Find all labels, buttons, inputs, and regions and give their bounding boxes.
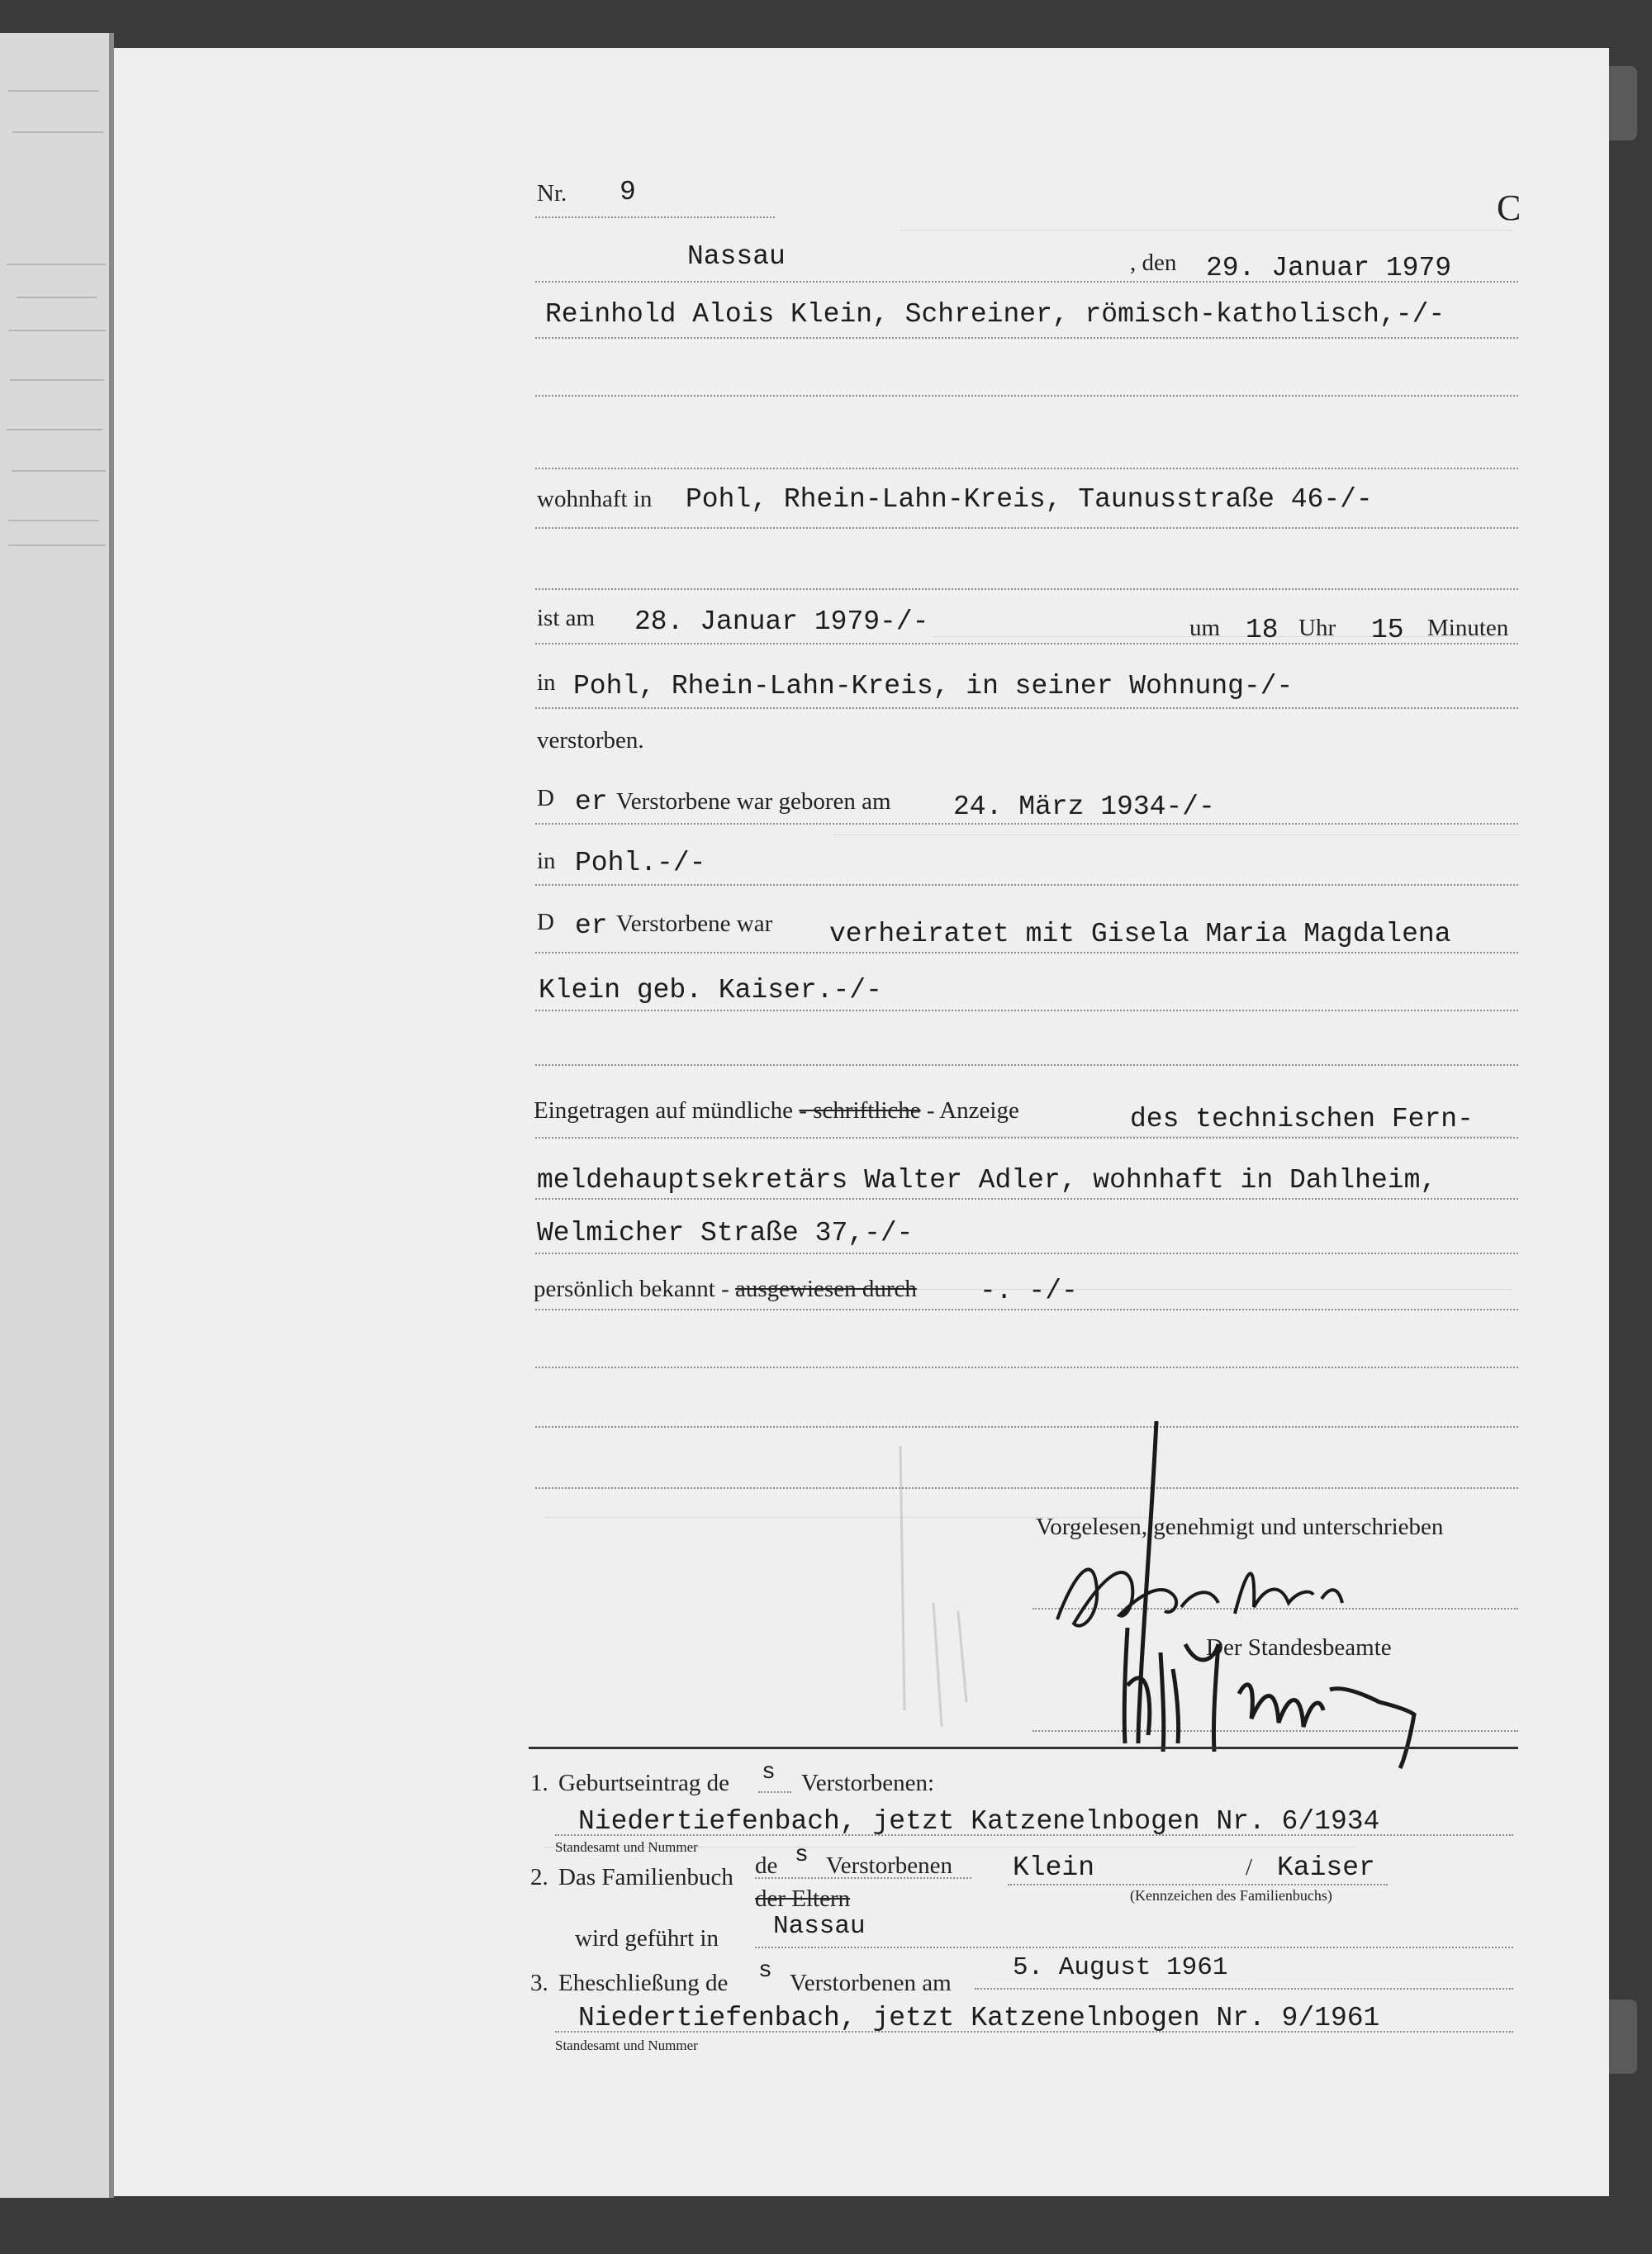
- note1-label-end: Verstorbenen:: [801, 1770, 935, 1796]
- known-typed: -. -/-: [980, 1276, 1078, 1306]
- informant-line: [535, 1198, 1518, 1200]
- nr-value: 9: [620, 177, 636, 207]
- note1-s-line: [758, 1791, 791, 1793]
- death-date-label: ist am: [537, 605, 596, 631]
- left-page-bleedthrough: [0, 33, 109, 2198]
- birth-typed-er: er: [575, 787, 608, 817]
- marital-typed-er: er: [575, 911, 608, 941]
- note2-family-line: [1008, 1884, 1388, 1885]
- note2-struck-parents: der Eltern: [755, 1885, 851, 1912]
- name-line: [535, 337, 1518, 339]
- note2-de-line: [755, 1877, 971, 1879]
- page-tab-bottom: [1609, 2000, 1637, 2074]
- marital-prefix: D: [537, 909, 554, 935]
- note2-de: de: [755, 1852, 778, 1879]
- um-label: um: [1189, 615, 1221, 641]
- informant-line-3: Welmicher Straße 37,-/-: [537, 1218, 914, 1248]
- blank-line: [535, 395, 1518, 397]
- note3-label-end: Verstorbenen am: [790, 1970, 952, 1996]
- note1-number: 1.: [530, 1770, 548, 1796]
- birth-label: Verstorbene war geboren am: [616, 788, 891, 815]
- note2-verstorbenen: Verstorbenen: [826, 1852, 953, 1879]
- ghost-line: [826, 1289, 1512, 1290]
- birth-date-line: [535, 823, 1518, 825]
- informant-line-1: des technischen Fern-: [1130, 1104, 1474, 1134]
- note1-typed-s: s: [762, 1760, 776, 1786]
- registration-label-struck: - schriftliche: [799, 1097, 921, 1124]
- identification-line: [535, 1309, 1518, 1310]
- informant-line: [535, 1137, 1518, 1139]
- note3-caption: Standesamt und Nummer: [555, 2038, 698, 2053]
- section-letter: C: [1497, 188, 1521, 228]
- registration-label: [534, 1097, 1019, 1125]
- nr-line: [535, 216, 775, 218]
- identification-label: [534, 1276, 917, 1303]
- note3-label: Eheschließung de: [558, 1970, 729, 1996]
- note2-kept-line: [755, 1947, 1513, 1948]
- note2-kept-value: Nassau: [773, 1912, 866, 1941]
- death-minute: 15: [1371, 615, 1404, 645]
- marital-line: [535, 952, 1518, 953]
- note3-marriage-register: Niedertiefenbach, jetzt Katzenelnbogen Nr. 9/1961: [578, 2003, 1380, 2033]
- marital-line-2: Klein geb. Kaiser.-/-: [539, 975, 882, 1006]
- signature-registrar: [1115, 1611, 1479, 1768]
- minute-label: Minuten: [1427, 615, 1509, 641]
- note2-number: 2.: [530, 1864, 548, 1890]
- residence-line: [535, 527, 1518, 529]
- note2-slash: /: [1246, 1854, 1253, 1881]
- death-place: Pohl, Rhein-Lahn-Kreis, in seiner Wohnung-/-: [573, 671, 1294, 701]
- note3-marriage-date: 5. August 1961: [1013, 1953, 1228, 1982]
- hour-label: Uhr: [1298, 615, 1336, 641]
- marital-line-1: verheiratet mit Gisela Maria Magdalena: [829, 919, 1451, 949]
- death-place-label: in: [537, 669, 556, 696]
- ghost-line: [900, 230, 1512, 231]
- note3-line: [555, 2031, 1513, 2033]
- note2-label: Das Familienbuch: [558, 1864, 733, 1890]
- blank-line: [535, 1367, 1518, 1368]
- page-tab-top: [1609, 66, 1637, 140]
- note3-date-line: [975, 1988, 1513, 1990]
- note2-family-name-1: Klein: [1013, 1852, 1095, 1883]
- birth-place: Pohl.-/-: [575, 848, 706, 878]
- residence-value: Pohl, Rhein-Lahn-Kreis, Taunusstraße 46-/-: [686, 484, 1373, 515]
- registration-label-start: Eingetragen auf mündliche: [534, 1097, 794, 1124]
- blank-line: [535, 1064, 1518, 1066]
- known-label: persönlich bekannt -: [534, 1276, 729, 1302]
- note1-label: Geburtseintrag de: [558, 1770, 729, 1796]
- informant-line-2: meldehauptsekretärs Walter Adler, wohnhaft in Dahlheim,: [537, 1165, 1437, 1196]
- death-place-line: [535, 707, 1518, 709]
- note1-line: [555, 1834, 1513, 1836]
- deceased-name: Reinhold Alois Klein, Schreiner, römisch-katholisch,-/-: [545, 299, 1446, 330]
- registrar-label: Der Standesbeamte: [1206, 1634, 1392, 1661]
- birth-date: 24. März 1934-/-: [953, 792, 1215, 822]
- note2-typed-s: s: [795, 1843, 809, 1868]
- registration-label-end: - Anzeige: [926, 1097, 1019, 1124]
- read-approved-label: Vorgelesen, genehmigt und unterschrieben: [1036, 1514, 1444, 1540]
- ghost-signature: [859, 1438, 1074, 1735]
- blank-line: [535, 588, 1518, 590]
- residence-label: wohnhaft in: [537, 486, 653, 512]
- place-line: [535, 281, 1518, 283]
- nr-label: Nr.: [537, 180, 567, 207]
- birth-prefix: D: [537, 785, 554, 811]
- verstorben-label: verstorben.: [537, 727, 644, 754]
- marital-label: Verstorbene war: [616, 911, 773, 937]
- note2-caption: (Kennzeichen des Familienbuchs): [1130, 1887, 1332, 1904]
- note1-caption: Standesamt und Nummer: [555, 1839, 698, 1855]
- birth-place-label: in: [537, 848, 556, 874]
- note3-number: 3.: [530, 1970, 548, 1996]
- known-struck: ausgewiesen durch: [735, 1276, 917, 1302]
- marital-line: [535, 1010, 1518, 1011]
- note1-birth-register: Niedertiefenbach, jetzt Katzenelnbogen Nr. 6/1934: [578, 1806, 1380, 1837]
- blank-line: [535, 468, 1518, 469]
- note2-kept-label: wird geführt in: [575, 1925, 719, 1952]
- death-date-line: [535, 643, 1518, 644]
- footnote-separator: [529, 1747, 1518, 1749]
- note3-typed-s: s: [758, 1958, 772, 1984]
- birth-place-line: [535, 884, 1518, 886]
- note2-family-name-2: Kaiser: [1277, 1852, 1375, 1883]
- den-label: , den: [1130, 250, 1177, 276]
- death-hour: 18: [1246, 615, 1279, 645]
- death-date: 28. Januar 1979-/-: [634, 606, 929, 637]
- place-value: Nassau: [687, 241, 786, 272]
- informant-line: [535, 1253, 1518, 1254]
- document-date: 29. Januar 1979: [1206, 253, 1452, 283]
